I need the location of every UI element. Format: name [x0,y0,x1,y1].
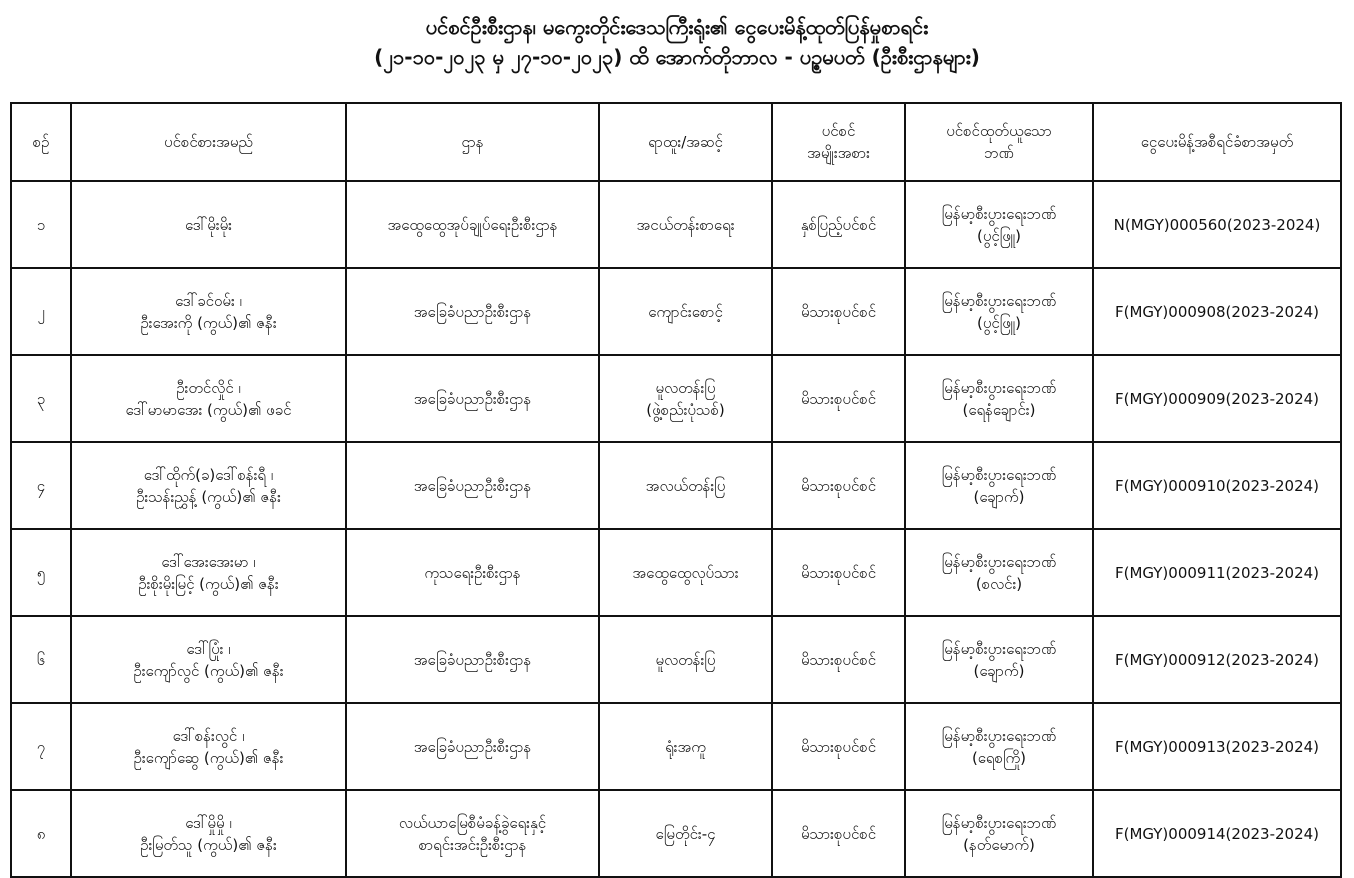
header-label-line: ရာထူး/အဆင့် [648,133,723,151]
rank-cell-line: အငယ်တန်းစာရေး [636,215,735,234]
serial-no-cell: ၆ [11,616,71,703]
bank-cell [905,268,1093,355]
pensioner-name-cell-line: ဦးမြတ်သူ (ကွယ်)၏ ဇနီး [140,835,277,854]
pensioner-name-cell-line: ဒေါ်ထိုက်(ခ)ဒေါ်စန်းရီ ၊ [143,465,274,484]
bank-cell [905,703,1093,790]
department-cell-line: အခြေခံပညာဦးစီးဌာန [413,302,532,321]
table-body [11,181,1341,877]
bank-cell-line: (ရေနံချောင်း) [962,400,1036,419]
department-cell-line: အခြေခံပညာဦးစီးဌာန [413,389,532,408]
serial-no-cell: ၄ [11,442,71,529]
header-label-line: ပင်စင်စားအမည် [164,133,253,151]
serial-no-cell: ၈ [11,790,71,877]
header-rank [599,103,772,181]
rank-cell [599,442,772,529]
document-header [0,0,1354,72]
rank-cell [599,790,772,877]
header-bank [905,103,1093,181]
pensioner-name-cell [71,790,346,877]
bank-cell [905,355,1093,442]
header-label-line: ပင်စင် [821,122,856,140]
rank-cell [599,181,772,268]
table-row [11,442,1341,529]
serial-no-cell: ၇ [11,703,71,790]
pension-type-cell: မိသားစုပင်စင် [772,703,905,790]
header-order-number [1093,103,1341,181]
bank-cell [905,529,1093,616]
order-number-cell: F(MGY)000908(2023-2024) [1093,268,1341,355]
header-label-line: ဌာန [461,133,484,151]
rank-cell-line: ကျောင်းစောင့် [648,302,723,321]
document-title: ပင်စင်ဦးစီးဌာန၊ မကွေးတိုင်းဒေသကြီးရုံး၏ ငွေပေးမိန့်ထုတ်ပြန်မှုစာရင်း [425,15,929,39]
department-cell-line: အခြေခံပညာဦးစီးဌာန [413,476,532,495]
rank-cell-line: အထွေထွေလုပ်သား [632,563,739,582]
rank-cell [599,268,772,355]
serial-no-cell: ၁ [11,181,71,268]
pensioner-name-cell [71,268,346,355]
bank-cell-line: မြန်မာ့စီးပွားရေးဘဏ် [941,378,1057,397]
bank-cell [905,790,1093,877]
header-pension-type [772,103,905,181]
pensioner-name-cell-line: ဦးကျော်ဆွေ (ကွယ်)၏ ဇနီး [133,748,284,767]
table-row [11,529,1341,616]
order-number-cell: F(MGY)000912(2023-2024) [1093,616,1341,703]
pensioner-name-cell-line: ဒေါ်မှိုမှို ၊ [185,813,232,832]
pensioner-name-cell-line: ဒေါ်မိုးမိုး [185,215,232,234]
document-subtitle: (၂၁-၁၀-၂၀၂၃ မှ ၂၇-၁၀-၂၀၂၃) ထိ အောက်တိုဘာလ - ပဥ္စမပတ် (ဦးစီးဌာနများ) [374,45,980,69]
order-number-cell: F(MGY)000913(2023-2024) [1093,703,1341,790]
pensioner-name-cell-line: ဦးတင်လှိုင် ၊ [176,378,241,397]
bank-cell-line: မြန်မာ့စီးပွားရေးဘဏ် [941,639,1057,658]
rank-cell [599,529,772,616]
rank-cell-line: ရုံးအကူ [665,737,706,756]
rank-cell-line: (ဖွဲ့စည်းပုံသစ်) [646,400,725,419]
pensioner-name-cell-line: ဦးအေးကို (ကွယ်)၏ ဇနီး [140,313,277,332]
pensioner-name-cell-line: ဦးကျော်လွင် (ကွယ်)၏ ဇနီး [133,661,284,680]
bank-cell-line: မြန်မာ့စီးပွားရေးဘဏ် [941,813,1057,832]
department-cell [346,616,599,703]
table-header-row [11,103,1341,181]
bank-cell-line: မြန်မာ့စီးပွားရေးဘဏ် [941,552,1057,571]
department-cell-line: အခြေခံပညာဦးစီးဌာန [413,650,532,669]
department-cell-line: အထွေထွေအုပ်ချုပ်ရေးဦးစီးဌာန [387,215,558,234]
header-label-line: ငွေပေးမိန့်အစီရင်ခံစာအမှတ် [1140,133,1294,151]
rank-cell-line: မူလတန်းပြ [655,650,716,669]
rank-cell-line: မူလတန်းပြ [655,378,716,397]
pension-type-cell: မိသားစုပင်စင် [772,790,905,877]
department-cell [346,703,599,790]
bank-cell-line: (ရေစကြို) [971,748,1027,767]
bank-cell-line: (ပွင့်ဖြူ) [977,226,1021,245]
pensioner-name-cell [71,529,346,616]
rank-cell-line: မြေတိုင်း-၄ [655,824,716,843]
pensioner-name-cell [71,181,346,268]
header-label-line: ပင်စင်ထုတ်ယူသော [946,122,1052,140]
table-row [11,616,1341,703]
department-cell [346,442,599,529]
bank-cell-line: (စလင်း) [975,574,1023,593]
header-pensioner-name [71,103,346,181]
table-row [11,355,1341,442]
pensioner-name-cell [71,355,346,442]
pension-order-table [10,102,1342,878]
bank-cell [905,616,1093,703]
pension-type-cell: မိသားစုပင်စင် [772,442,905,529]
bank-cell-line: မြန်မာ့စီးပွားရေးဘဏ် [941,204,1057,223]
header-serial-no [11,103,71,181]
department-cell-line: ကုသရေးဦးစီးဌာန [424,563,521,582]
department-cell-line: လယ်ယာမြေစီမံခန့်ခွဲရေးနှင့် [398,813,547,832]
pension-type-cell: မိသားစုပင်စင် [772,616,905,703]
serial-no-cell: ၃ [11,355,71,442]
order-number-cell: N(MGY)000560(2023-2024) [1093,181,1341,268]
order-number-cell: F(MGY)000910(2023-2024) [1093,442,1341,529]
bank-cell-line: (ပွင့်ဖြူ) [977,313,1021,332]
department-cell-line: စာရင်းအင်းဦးစီးဌာန [418,835,527,854]
table-row [11,181,1341,268]
bank-cell-line: မြန်မာ့စီးပွားရေးဘဏ် [941,726,1057,745]
header-department [346,103,599,181]
bank-cell-line: မြန်မာ့စီးပွားရေးဘဏ် [941,291,1057,310]
pensioner-name-cell [71,703,346,790]
header-label-line: အမျိုးအစား [807,144,870,162]
bank-cell-line: (ချောက်) [973,661,1025,680]
pensioner-name-cell-line: ဒေါ်စန်းလွင် ၊ [172,726,245,745]
table-row [11,790,1341,877]
department-cell-line: အခြေခံပညာဦးစီးဌာန [413,737,532,756]
rank-cell [599,616,772,703]
pensioner-name-cell-line: ဦးစိုးမိုးမြင့် (ကွယ်)၏ ဇနီး [138,574,279,593]
department-cell [346,529,599,616]
pensioner-name-cell-line: ဒေါ်မာမာအေး (ကွယ်)၏ ဖခင် [125,400,292,419]
pensioner-name-cell [71,616,346,703]
pension-type-cell: မိသားစုပင်စင် [772,529,905,616]
header-label-line: ဘဏ် [984,144,1014,162]
bank-cell [905,442,1093,529]
order-number-cell: F(MGY)000911(2023-2024) [1093,529,1341,616]
bank-cell-line: (နတ်မောက်) [963,835,1035,854]
pensioner-name-cell-line: ဒေါ်ပြုံး ၊ [186,639,231,658]
department-cell [346,355,599,442]
department-cell [346,181,599,268]
order-number-cell: F(MGY)000914(2023-2024) [1093,790,1341,877]
pensioner-name-cell-line: ဒေါ်အေးအေးမာ ၊ [161,552,256,571]
serial-no-cell: ၅ [11,529,71,616]
header-label-line: စဉ် [32,133,50,151]
pension-type-cell: မိသားစုပင်စင် [772,268,905,355]
order-number-cell: F(MGY)000909(2023-2024) [1093,355,1341,442]
serial-no-cell: ၂ [11,268,71,355]
bank-cell-line: (ချောက်) [973,487,1025,506]
pensioner-name-cell-line: ဒေါ်ခင်ဝမ်း ၊ [175,291,242,310]
table-row [11,268,1341,355]
table-row [11,703,1341,790]
pensioner-name-cell [71,442,346,529]
bank-cell-line: မြန်မာ့စီးပွားရေးဘဏ် [941,465,1057,484]
department-cell [346,268,599,355]
rank-cell [599,703,772,790]
pension-type-cell: မိသားစုပင်စင် [772,355,905,442]
pension-type-cell: နှစ်ပြည့်ပင်စင် [772,181,905,268]
pensioner-name-cell-line: ဦးသန်းညွှန့် (ကွယ်)၏ ဇနီး [136,487,281,506]
bank-cell [905,181,1093,268]
rank-cell-line: အလယ်တန်းပြ [645,476,726,495]
rank-cell [599,355,772,442]
department-cell [346,790,599,877]
